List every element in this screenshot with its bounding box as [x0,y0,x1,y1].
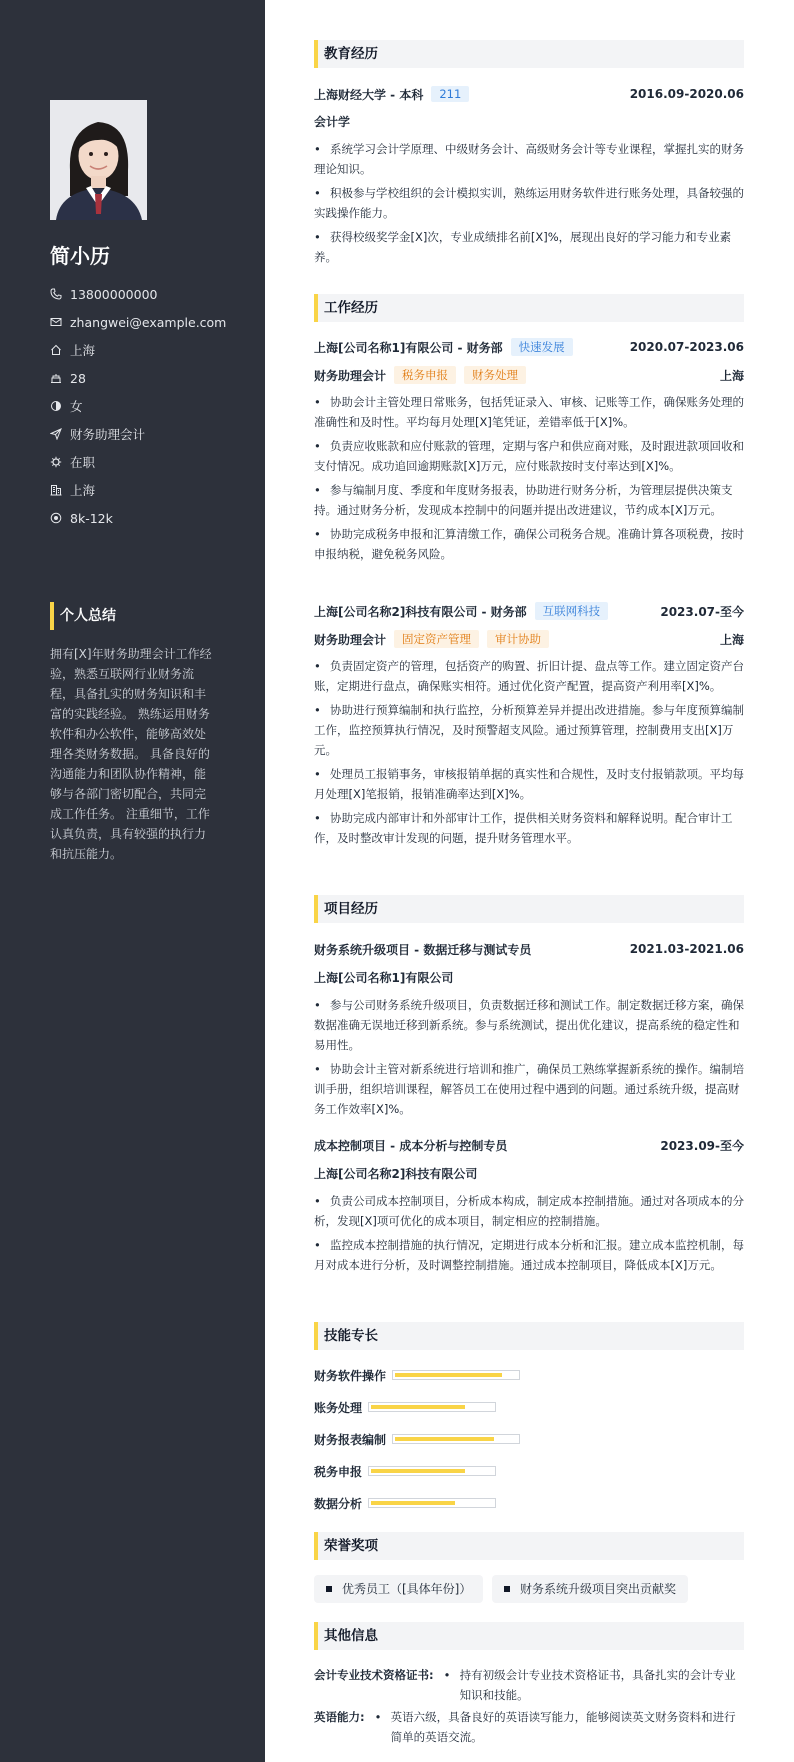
gender-icon [50,400,62,412]
contact-list [50,280,250,532]
skill-bar [392,1434,520,1444]
sidebar [0,0,265,1762]
square-bullet-icon [504,1586,510,1592]
job-2-role-row [314,629,744,649]
other-item [314,1707,744,1747]
skill-fill [371,1469,465,1473]
list-item: • 负责应收账款和应付账款的管理，定期与客户和供应商对账，及时跟进款项回收和支付情况。成功追回逾期账款[X]万元，应付账款按时支付率达到[X]%。 [314,436,744,476]
award-item [492,1575,688,1603]
contact-text: zhangwei@example.com [70,314,227,330]
job-company: 上海[公司名称2]科技有限公司 - 财务部 [314,604,527,619]
contact-text: 13800000000 [70,286,158,302]
education-date: 2016.09-2020.06 [629,87,744,101]
skill-bar [368,1466,496,1476]
job-1-header [314,337,744,357]
skill-item [314,1367,520,1383]
contact-text: 8k-12k [70,510,113,526]
education-major: 会计学 [314,114,351,129]
list-item: • 积极参与学校组织的会计模拟实训，熟练运用财务软件进行账务处理，具备较强的实践操作能力。 [314,183,744,223]
phone-icon [50,288,62,300]
list-item: • 协助会计主管处理日常账务，包括凭证录入、审核、记账等工作，确保账务处理的准确性和及时性。平均每月处理[X]笔凭证，差错率低于[X]%。 [314,392,744,432]
contact-location [50,336,250,364]
job-skill-tag: 税务申报 [394,366,456,384]
school-tag: 211 [431,86,469,102]
skill-name: 税务申报 [314,1464,363,1479]
job-city: 上海 [719,368,744,383]
list-item: • 监控成本控制措施的执行情况，定期进行成本分析和汇报。建立成本监控机制，每月对成本进行分析，及时调整控制措施。通过成本控制项目，降低成本[X]万元。 [314,1235,744,1275]
skill-bar [392,1370,520,1380]
other-label: 会计专业技术资格证书: [314,1668,434,1682]
skill-bar [368,1498,496,1508]
job-2-header [314,601,744,621]
skill-fill [371,1405,465,1409]
job-tag: 互联网科技 [535,602,609,620]
skill-name: 财务报表编制 [314,1432,387,1447]
list-item: • 系统学习会计学原理、中级财务会计、高级财务会计等专业课程，掌握扎实的财务理论知识。 [314,139,744,179]
list-item: • 协助完成税务申报和汇算清缴工作，确保公司税务合规。准确计算各项税费，按时申报纳税，避免税务风险。 [314,524,744,564]
contact-phone [50,280,250,308]
summary-title: 个人总结 [50,602,116,630]
award-text: 财务系统升级项目突出贡献奖 [520,1582,677,1596]
project-1-bullets [314,995,744,1123]
job-1-bullets [314,392,744,568]
other-item [314,1665,744,1705]
project-company: 上海[公司名称1]有限公司 [314,970,454,985]
project-company: 上海[公司名称2]科技有限公司 [314,1166,478,1181]
contact-text: 上海 [70,483,96,498]
list-item: • 参与公司财务系统升级项目，负责数据迁移和测试工作。制定数据迁移方案，确保数据准确无误地迁移到新系统。参与系统测试，提出优化建议，提高系统的稳定性和易用性。 [314,995,744,1055]
profile-name: 简小历 [50,244,110,268]
contact-text: 在职 [70,455,96,470]
project-1-company-row [314,967,744,987]
job-city: 上海 [719,632,744,647]
contact-position [50,420,250,448]
other-label: 英语能力: [314,1710,365,1724]
section-education-title: 教育经历 [314,40,744,68]
job-role: 财务助理会计 [314,368,387,383]
skill-name: 数据分析 [314,1496,363,1511]
skill-item [314,1495,496,1511]
job-skill-tag: 财务处理 [464,366,526,384]
summary-text: 拥有[X]年财务助理会计工作经验，熟悉互联网行业财务流程，具备扎实的财务知识和丰富的实践经验。 熟练运用财务软件和办公软件，能够高效处理各类财务数据。 具备良好的沟通能力和团队协作精神，能够与各部门密切配合，共同完成工作任务。 注重细节，工作认真负责，具有较强的执行力和抗压能力。 [50,647,212,861]
skill-name: 财务软件操作 [314,1368,387,1383]
other-value: • 英语六级，具备良好的英语读写能力，能够阅读英文财务资料和进行简单的英语交流。 [373,1707,744,1747]
mail-icon [50,316,62,328]
project-2-bullets [314,1191,744,1279]
skill-item [314,1399,496,1415]
list-item: • 协助进行预算编制和执行监控，分析预算差异并提出改进措施。参与年度预算编制工作，监控预算执行情况，及时预警超支风险。通过预算管理，控制费用支出[X]万元。 [314,700,744,760]
contact-text: 28 [70,370,86,386]
contact-age [50,364,250,392]
home-icon [50,344,62,356]
project-date: 2021.03-2021.06 [629,942,744,956]
job-skill-tag: 固定资产管理 [394,630,479,648]
list-item: • 协助完成内部审计和外部审计工作，提供相关财务资料和解释说明。配合审计工作，及时整改审计发现的问题，提升财务管理水平。 [314,808,744,848]
age-icon [50,372,62,384]
project-name: 财务系统升级项目 - 数据迁移与测试专员 [314,942,532,957]
section-skills-title: 技能专长 [314,1322,744,1350]
job-date: 2020.07-2023.06 [629,340,744,354]
job-date: 2023.07-至今 [660,604,744,619]
skill-item [314,1431,520,1447]
education-header [314,84,744,104]
contact-salary [50,504,250,532]
skill-fill [395,1373,502,1377]
job-tag: 快速发展 [511,338,573,356]
job-company: 上海[公司名称1]有限公司 - 财务部 [314,340,503,355]
skill-fill [371,1501,455,1505]
job-1-role-row [314,365,744,385]
section-projects-title: 项目经历 [314,895,744,923]
skill-bar [368,1402,496,1412]
project-2-header [314,1135,744,1155]
award-text: 优秀员工（[具体年份]） [342,1582,472,1596]
profile-photo [50,100,147,220]
school-name: 上海财经大学 - 本科 [314,87,424,102]
send-icon [50,428,62,440]
education-bullets [314,139,744,271]
section-other-title: 其他信息 [314,1622,744,1650]
project-date: 2023.09-至今 [660,1138,744,1153]
skill-name: 账务处理 [314,1400,363,1415]
list-item: • 获得校级奖学金[X]次，专业成绩排名前[X]%，展现出良好的学习能力和专业素养。 [314,227,744,267]
status-icon [50,456,62,468]
list-item: • 处理员工报销事务，审核报销单据的真实性和合规性，及时支付报销款项。平均每月处理[X]笔报销，报销准确率达到[X]%。 [314,764,744,804]
contact-status [50,448,250,476]
contact-gender [50,392,250,420]
contact-city [50,476,250,504]
skill-fill [395,1437,494,1441]
section-awards-title: 荣誉奖项 [314,1532,744,1560]
education-major-row [314,111,744,131]
list-item: • 参与编制月度、季度和年度财务报表，协助进行财务分析，为管理层提供决策支持。通过财务分析，发现成本控制中的问题并提出改进建议，节约成本[X]万元。 [314,480,744,520]
building-icon [50,484,62,496]
other-value: • 持有初级会计专业技术资格证书，具备扎实的会计专业知识和技能。 [442,1665,744,1705]
contact-text: 财务助理会计 [70,427,146,442]
skill-item [314,1463,496,1479]
list-item: • 协助会计主管对新系统进行培训和推广，确保员工熟练掌握新系统的操作。编制培训手册，组织培训课程，解答员工在使用过程中遇到的问题。通过系统升级，提高财务工作效率[X]%。 [314,1059,744,1119]
job-skill-tag: 审计协助 [487,630,549,648]
square-bullet-icon [326,1586,332,1592]
project-1-header [314,939,744,959]
award-item [314,1575,483,1603]
job-2-bullets [314,656,744,852]
list-item: • 负责公司成本控制项目，分析成本构成，制定成本控制措施。通过对各项成本的分析，发现[X]项可优化的成本项目，制定相应的控制措施。 [314,1191,744,1231]
section-work-title: 工作经历 [314,294,744,322]
job-role: 财务助理会计 [314,632,387,647]
project-name: 成本控制项目 - 成本分析与控制专员 [314,1138,508,1153]
list-item: • 负责固定资产的管理，包括资产的购置、折旧计提、盘点等工作。建立固定资产台账，定期进行盘点，确保账实相符。通过优化资产配置，提高资产利用率[X]%。 [314,656,744,696]
contact-email [50,308,250,336]
salary-icon [50,512,62,524]
contact-text: 上海 [70,343,96,358]
contact-text: 女 [70,399,83,414]
project-2-company-row [314,1163,744,1183]
